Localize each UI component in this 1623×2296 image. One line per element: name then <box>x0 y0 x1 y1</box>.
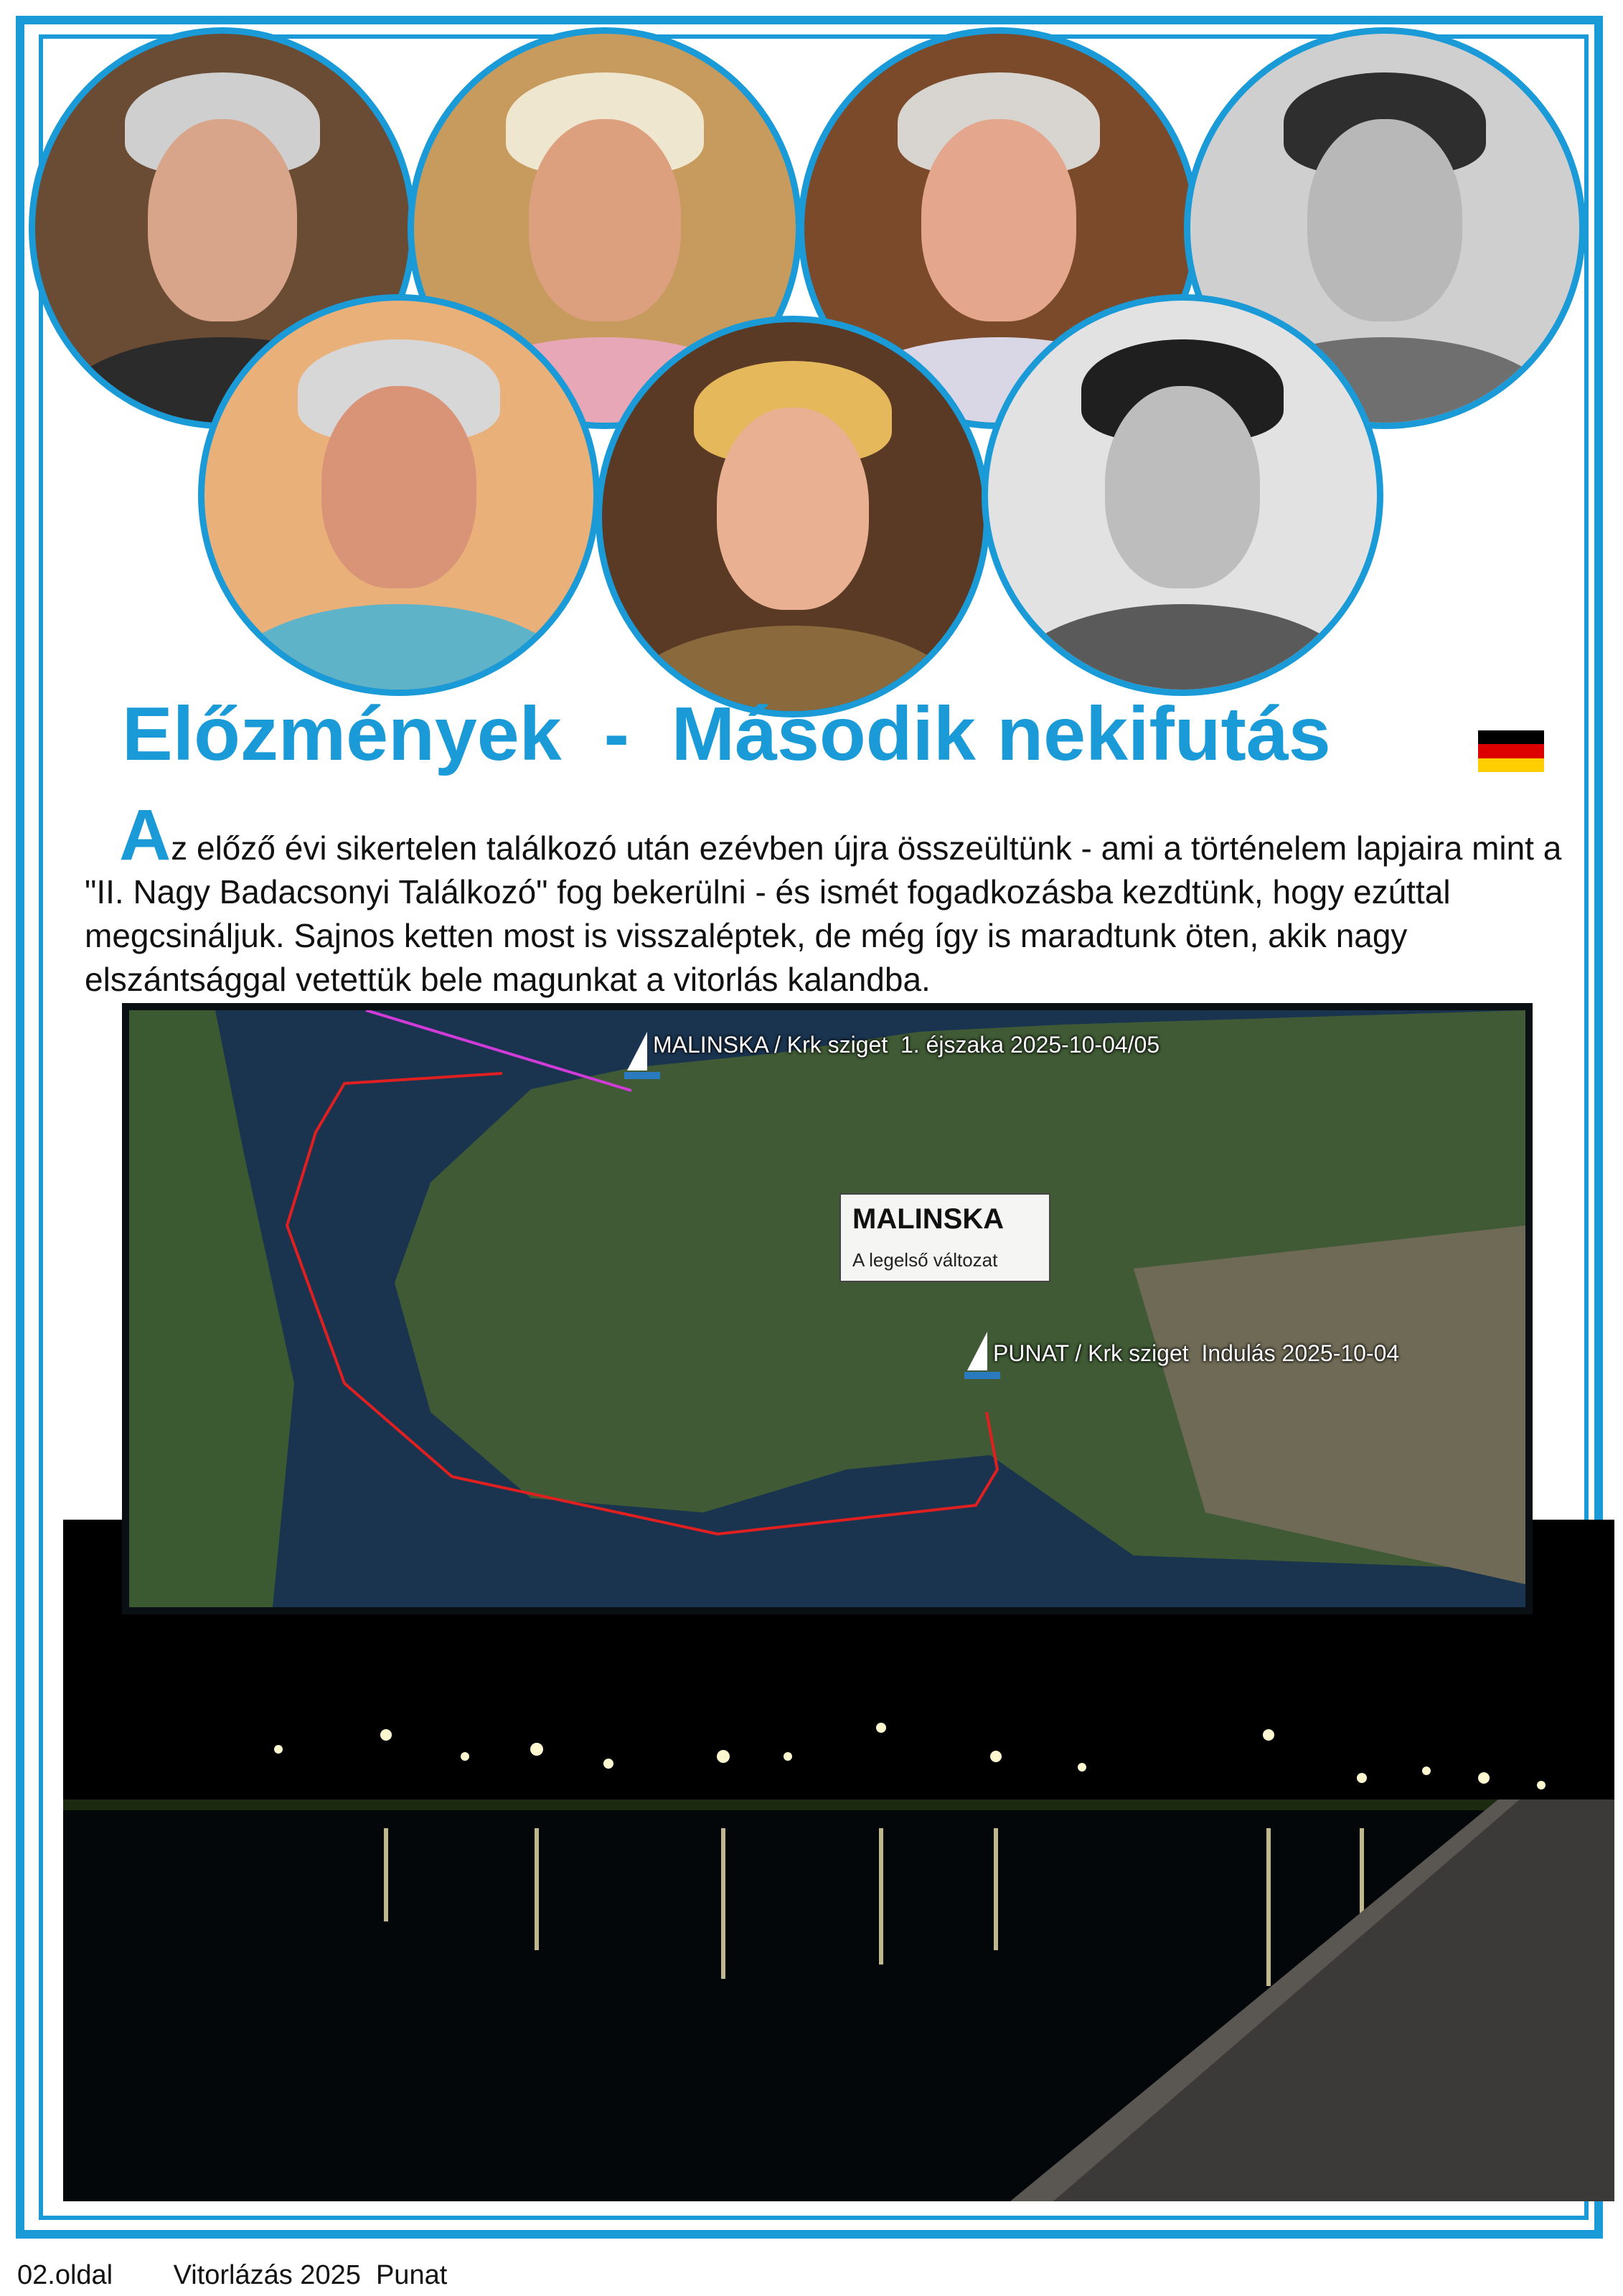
portrait-6 <box>596 316 990 718</box>
portrait-7 <box>982 294 1383 696</box>
satellite-map <box>129 1010 1525 1607</box>
map-label-malinska: MALINSKA / Krk sziget 1. éjszaka 2025-10-04/05 <box>653 1032 1160 1058</box>
route-map <box>122 1003 1533 1614</box>
intro-text: z előző évi sikertelen találkozó után ezévben újra összeültünk - ami a történelem lapjaira mint a "II. Nagy Badacsonyi Találkozó" fog bekerülni - és ismét fogadkozásba kezdtünk, hogy ezúttal megcsináljuk. Sajnos ketten most is visszaléptek, de még így is maradtunk öten, akik nagy elszántsággal vetettük bele magunkat a vitorlás kalandba. <box>85 829 1562 998</box>
flag-stripe-gold <box>1478 758 1544 772</box>
german-flag-icon[interactable] <box>1478 730 1544 772</box>
malinska-info-box <box>839 1193 1050 1282</box>
footer-publication: Vitorlázás 2025 Punat <box>173 2260 448 2290</box>
marina-night-scene <box>63 1520 1614 2201</box>
portrait-5 <box>198 294 600 696</box>
malinska-box-subtitle: A legelső változat <box>852 1249 998 1271</box>
page-footer <box>17 2260 447 2291</box>
map-label-punat: PUNAT / Krk sziget Indulás 2025-10-04 <box>993 1340 1400 1366</box>
flag-stripe-black <box>1478 730 1544 744</box>
flag-stripe-red <box>1478 744 1544 758</box>
page-title: Előzmények - Második nekifutás <box>122 692 1331 776</box>
malinska-box-title: MALINSKA <box>852 1203 1005 1235</box>
intro-dropcap: A <box>119 795 171 875</box>
intro-paragraph <box>85 795 1577 1002</box>
footer-page-number: 02.oldal <box>17 2260 113 2290</box>
marina-night-photo <box>63 1520 1614 2201</box>
